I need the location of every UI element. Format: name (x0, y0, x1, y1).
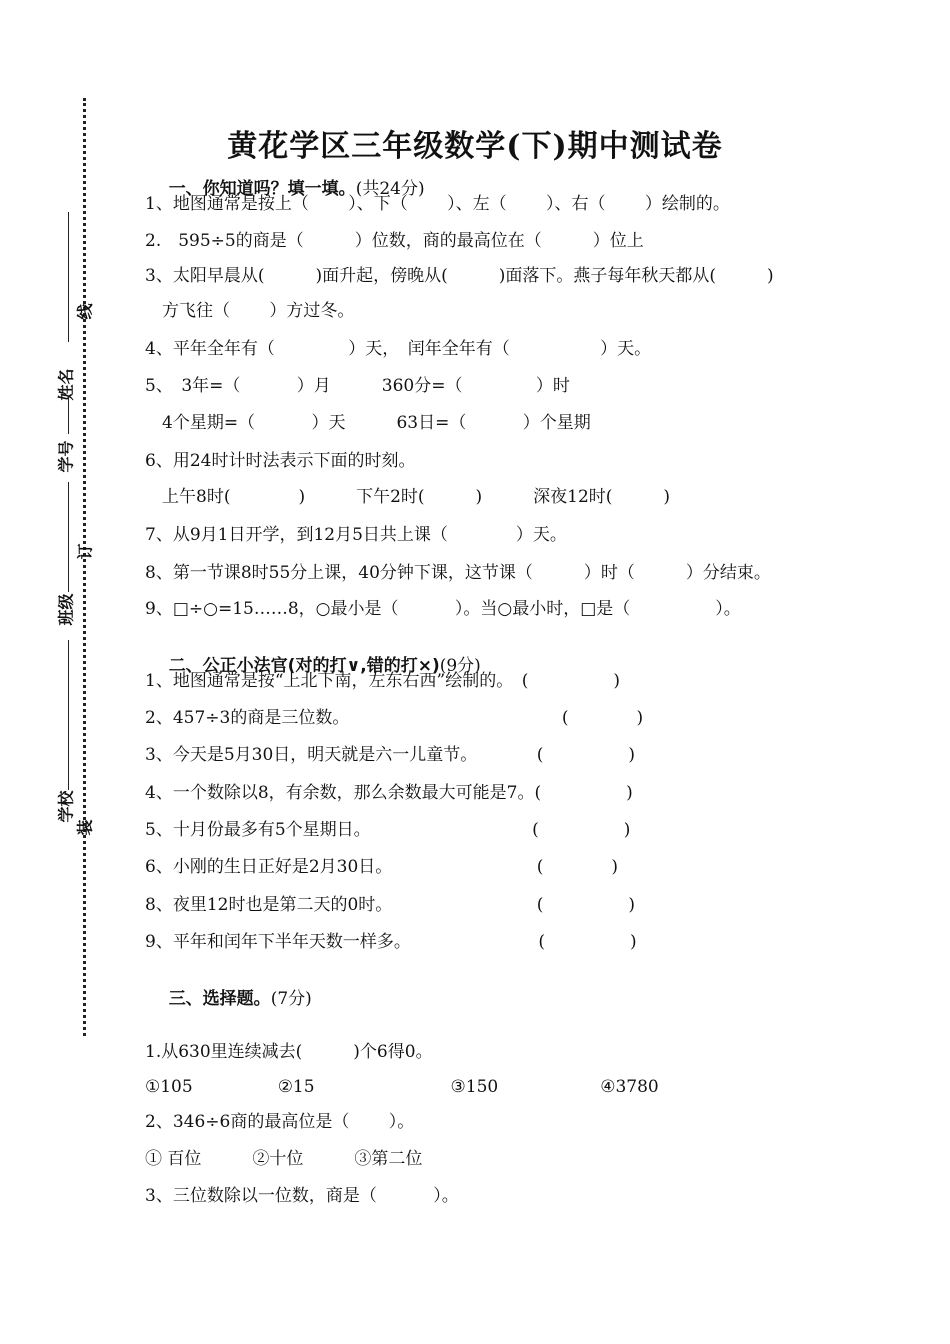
section1-points: (共24分) (355, 179, 425, 199)
exam-title: 黄花学区三年级数学(下)期中测试卷 (227, 129, 723, 164)
s3-question-2: 2、346÷6商的最高位是（ ）。 (145, 1112, 415, 1132)
s1-question-2: 2. 595÷5的商是（ ）位数，商的最高位在（ ）位上 (145, 231, 644, 251)
binding-mark-ding: 订 (75, 543, 95, 560)
s2-question-5: 5、十月份最多有5个星期日。 ( ) (145, 820, 631, 840)
s3-question-1: 1.从630里连续减去( )个6得0。 (145, 1042, 433, 1062)
s1-question-3-cont: 方飞往（ ）方过冬。 (145, 301, 355, 321)
binding-dotted-line (83, 98, 86, 1036)
s3-question-3: 3、三位数除以一位数，商是（ ）。 (145, 1186, 459, 1206)
section2-heading-text: 二、公正小法官(对的打∨,错的打×) (168, 656, 440, 676)
s1-question-3: 3、太阳早晨从( )面升起，傍晚从( )面落下。燕子每年秋天都从( ) (145, 266, 774, 286)
s2-question-3: 3、今天是5月30日，明天就是六一儿童节。 ( ) (145, 745, 636, 765)
section3-points: (7分) (270, 989, 312, 1009)
s2-question-6: 6、小刚的生日正好是2月30日。 ( ) (145, 857, 619, 877)
s2-question-2: 2、457÷3的商是三位数。 ( ) (145, 708, 644, 728)
s2-question-9: 9、平年和闰年下半年天数一样多。 ( ) (145, 932, 637, 952)
section1-heading-text: 一、你知道吗？填一填。 (168, 179, 356, 199)
binding-label-name: 姓名 (56, 368, 76, 401)
binding-underline-school (68, 640, 69, 790)
binding-underline-studentno (68, 398, 69, 434)
s1-question-1: 1、地图通常是按上（ ）、下（ ）、左（ ）、右（ ）绘制的。 (145, 194, 730, 214)
s1-question-8: 8、第一节课8时55分上课，40分钟下课，这节课（ ）时（ ）分结束。 (145, 563, 771, 583)
binding-mark-zhuang: 装 (75, 819, 95, 836)
binding-label-school: 学校 (56, 790, 76, 823)
section3-heading-text: 三、选择题。 (168, 989, 271, 1009)
s1-question-5-cont: 4个星期=（ ）天 63日=（ ）个星期 (145, 413, 591, 433)
s1-question-4: 4、平年全年有（ ）天， 闰年全年有（ ）天。 (145, 339, 652, 359)
s3-question-2-options: ① 百位 ②十位 ③第二位 (145, 1149, 423, 1169)
s1-question-7: 7、从9月1日开学，到12月5日共上课（ ）天。 (145, 525, 567, 545)
section2-points: (9分) (439, 656, 481, 676)
s1-question-5: 5、 3年=（ ）月 360分=（ ）时 (145, 376, 570, 396)
binding-underline-class (68, 482, 69, 592)
binding-mark-xian: 线 (75, 303, 95, 320)
s2-question-8: 8、夜里12时也是第二天的0时。 ( ) (145, 895, 636, 915)
section3-heading (145, 966, 312, 1032)
s2-question-4: 4、一个数除以8，有余数，那么余数最大可能是7。( ) (145, 783, 633, 803)
binding-label-student-no: 学号 (56, 440, 76, 473)
binding-underline-name (68, 212, 69, 342)
s1-question-9: 9、□÷○=15……8，○最小是（ ）。当○最小时，□是（ ）。 (145, 599, 741, 619)
s1-question-6-cont: 上午8时( ) 下午2时( ) 深夜12时( ) (145, 487, 671, 507)
s2-question-1: 1、地图通常是按“上北下南，左东右西”绘制的。 ( ) (145, 671, 620, 691)
binding-label-class: 班级 (56, 593, 76, 626)
s1-question-6: 6、用24时计时法表示下面的时刻。 (145, 451, 416, 471)
s3-question-1-options: ①105 ②15 ③150 ④3780 (145, 1077, 659, 1097)
